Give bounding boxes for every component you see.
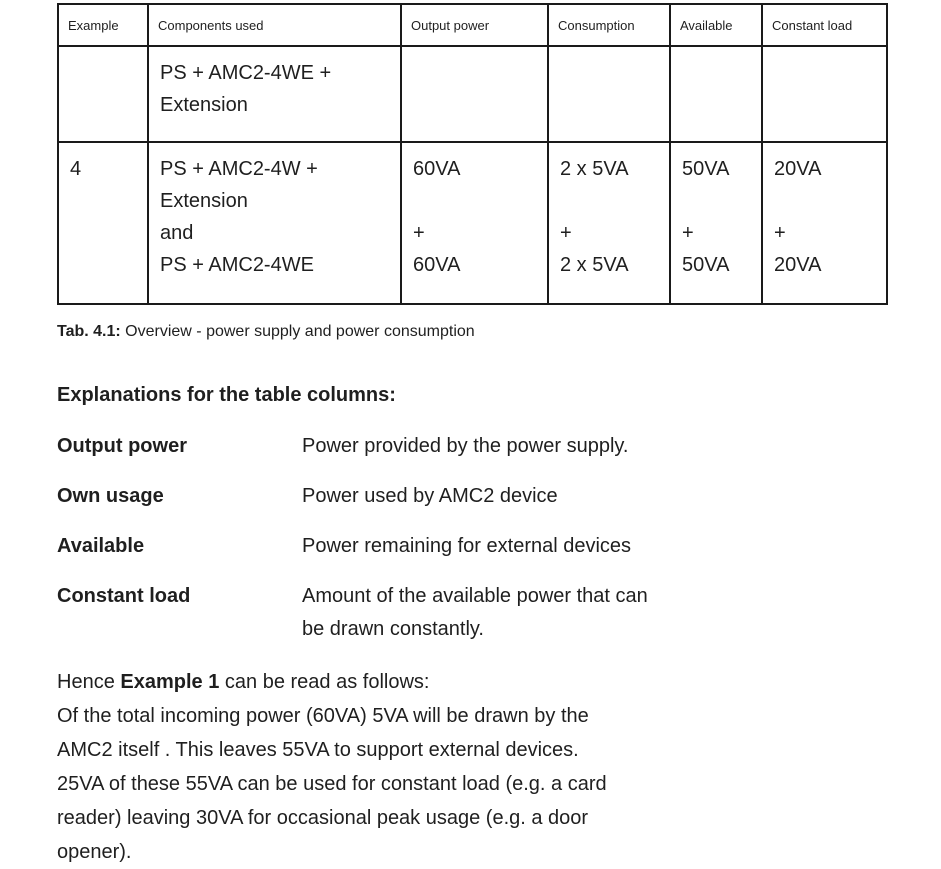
table-caption: [57, 322, 887, 342]
cell-line: PS + AMC2-4WE: [160, 254, 314, 276]
example-note-paragraph: [57, 665, 887, 869]
cell-line: and: [160, 222, 194, 244]
caption-text: Overview - power supply and power consumption: [125, 323, 475, 340]
definition-line: Power used by AMC2 device: [302, 485, 558, 507]
cell-line: [682, 185, 757, 217]
cell-line: [560, 185, 665, 217]
table-row: [58, 46, 887, 142]
table-cell-output: [401, 46, 548, 142]
definition-line: Power provided by the power supply.: [302, 435, 629, 457]
definition-row: [57, 480, 887, 513]
table-cell-constant: [762, 46, 887, 142]
cell-line: +: [682, 222, 694, 244]
table-cell-output: [401, 142, 548, 304]
cell-line: Extension: [160, 190, 248, 212]
table-cell-example: [58, 142, 148, 304]
cell-line: 4: [70, 158, 82, 180]
paragraph-line: [57, 665, 887, 699]
section-heading: Explanations for the table columns:: [57, 384, 396, 406]
cell-line: 60VA: [413, 254, 461, 276]
table-cell-components: [148, 142, 401, 304]
column-header-components: Components used: [148, 4, 401, 46]
cell-line: 20VA: [774, 254, 822, 276]
table-cell-consumption: [548, 46, 670, 142]
table-cell-available: [670, 142, 762, 304]
definition-line: Power remaining for external devices: [302, 535, 632, 557]
column-header-constant-load: Constant load: [762, 4, 887, 46]
table-cell-available: [670, 46, 762, 142]
paragraph-line: 25VA of these 55VA can be used for constant load (e.g. a card: [57, 773, 607, 795]
definition-term: Constant load: [57, 585, 191, 607]
definition-line: be drawn constantly.: [302, 618, 484, 640]
cell-line: 2 x 5VA: [560, 158, 629, 180]
cell-line: 50VA: [682, 254, 730, 276]
definition-term: Own usage: [57, 485, 164, 507]
definition-list: [57, 430, 887, 646]
definition-term: Available: [57, 535, 145, 557]
power-supply-table: [57, 3, 888, 305]
cell-line: 2 x 5VA: [560, 254, 629, 276]
definition-text: [302, 480, 558, 513]
cell-line: PS + AMC2-4W +: [160, 158, 318, 180]
paragraph-line: Of the total incoming power (60VA) 5VA will be drawn by the: [57, 705, 589, 727]
note-prefix: Hence: [57, 671, 115, 693]
table-cell-consumption: [548, 142, 670, 304]
definition-text: [302, 530, 631, 563]
cell-line: [413, 185, 543, 217]
definition-line: Amount of the available power that can: [302, 585, 648, 607]
definition-term: Output power: [57, 435, 187, 457]
cell-line: +: [413, 222, 425, 244]
cell-line: +: [774, 222, 786, 244]
definition-row: [57, 430, 887, 463]
paragraph-line: AMC2 itself . This leaves 55VA to support external devices.: [57, 739, 579, 761]
table-cell-constant: [762, 142, 887, 304]
definition-row: [57, 530, 887, 563]
table-cell-example: [58, 46, 148, 142]
paragraph-line: reader) leaving 30VA for occasional peak usage (e.g. a door: [57, 807, 589, 829]
cell-line: 60VA: [413, 158, 461, 180]
cell-line: Extension: [160, 94, 248, 116]
column-header-example: Example: [58, 4, 148, 46]
definition-text: [302, 580, 648, 646]
cell-line: 50VA: [682, 158, 730, 180]
cell-line: [774, 185, 882, 217]
note-bold: Example 1: [120, 671, 220, 693]
note-suffix: can be read as follows:: [224, 671, 430, 693]
cell-line: PS + AMC2-4WE +: [160, 62, 332, 84]
definition-row: [57, 580, 887, 646]
cell-line: 20VA: [774, 158, 822, 180]
column-header-output-power: Output power: [401, 4, 548, 46]
table-cell-components: [148, 46, 401, 142]
column-header-available: Available: [670, 4, 762, 46]
table-row: [58, 142, 887, 304]
cell-line: +: [560, 222, 572, 244]
column-header-consumption: Consumption: [548, 4, 670, 46]
caption-label: Tab. 4.1:: [57, 323, 121, 340]
table-header-row: [58, 4, 887, 46]
paragraph-line: opener).: [57, 841, 132, 863]
definition-text: [302, 430, 628, 463]
